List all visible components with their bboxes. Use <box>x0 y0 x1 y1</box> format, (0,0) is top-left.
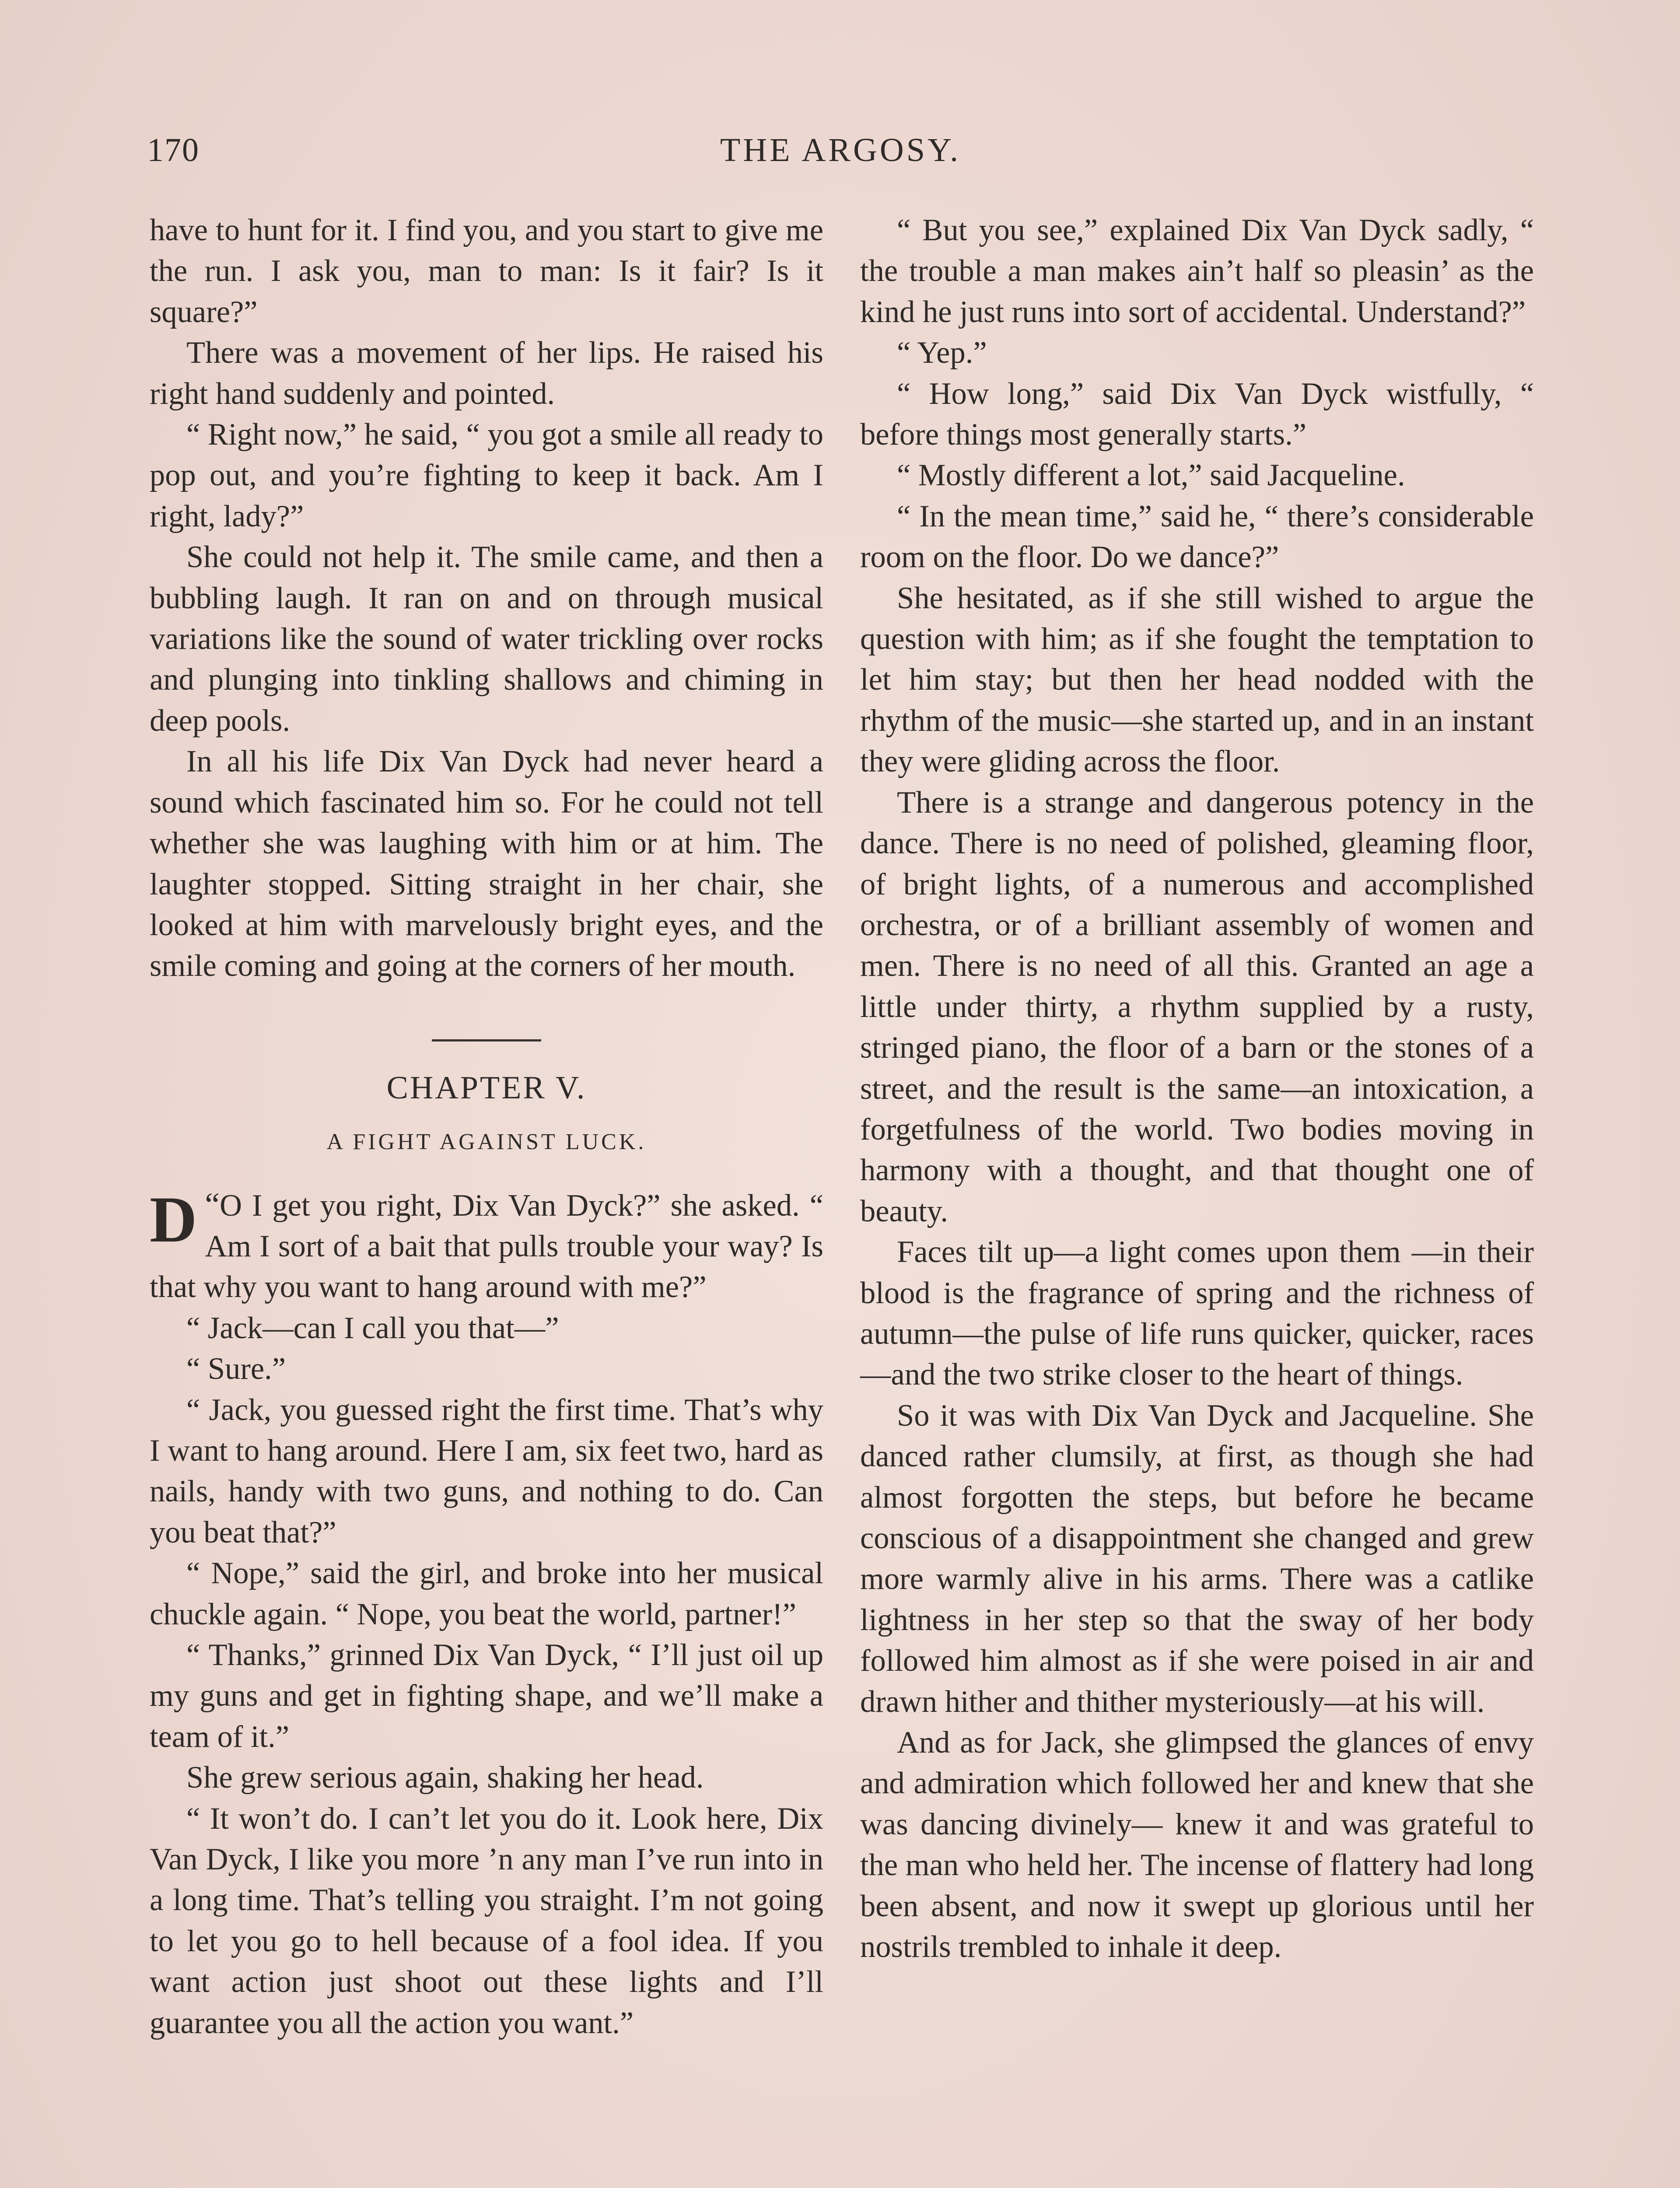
paragraph: Faces tilt up—a light comes upon them —in their blood is the fragrance of spring and the richness of autumn—the pulse of life runs quicker, quicker, races—and the two strike closer to the heart of things. <box>860 1235 1534 1392</box>
paragraph: “ It won’t do. I can’t let you do it. Look here, Dix Van Dyck, I like you more ’n any man I’ve run into in a long time. That’s telling you straight. I’m not going to let you go to hell because of a fool idea. If you want action just shoot out these lights and I’ll guarantee you all the action you want.” <box>150 1801 823 2040</box>
paragraph: “ But you see,” explained Dix Van Dyck sadly, “ the trouble a man makes ain’t half so pleasin’ as the kind he just runs into sort of accidental. Understand?” <box>860 213 1534 329</box>
paragraph: She grew serious again, shaking her head. <box>186 1760 704 1795</box>
paragraph: And as for Jack, she glimpsed the glances of envy and admiration which followed her and knew that she was dancing divinely— knew it and was grateful to the man who held her. The incense of flattery had long been absent, and now it swept up glorious until her nostrils trembled to inhale it deep. <box>860 1725 1534 1964</box>
chapter-title: CHAPTER V. <box>386 1069 587 1106</box>
drop-cap: D <box>150 1183 197 1256</box>
paragraph: “ Right now,” he said, “ you got a smile all ready to pop out, and you’re fighting to keep it back. Am I right, lady?” <box>150 417 823 533</box>
page-header <box>147 131 1534 179</box>
page-number: 170 <box>147 132 200 168</box>
chapter-opening-text: O I get you right, Dix Van Dyck?” she asked. “ Am I sort of a bait that pulls trouble your way? Is that why you want to hang around with me?” <box>150 1188 823 1304</box>
paragraph: “ In the mean time,” said he, “ there’s considerable room on the floor. Do we dance?” <box>860 499 1534 575</box>
left-column <box>150 210 823 2044</box>
paragraph: She hesitated, as if she still wished to argue the question with him; as if she fought the temptation to let him stay; but then her head nodded with the rhythm of the music—she started up, and in an instant they were gliding across the floor. <box>860 581 1534 779</box>
paragraph: “ Jack—can I call you that—” <box>186 1311 559 1345</box>
paragraph: “ Thanks,” grinned Dix Van Dyck, “ I’ll just oil up my guns and get in fighting shape, and we’ll make a team of it.” <box>150 1638 823 1754</box>
right-column <box>860 210 1534 1967</box>
paragraph: “ Mostly different a lot,” said Jacqueline. <box>897 458 1405 493</box>
paragraph: “ Yep.” <box>897 336 987 370</box>
opening-quote: “ <box>205 1186 220 1223</box>
section-divider <box>432 1039 541 1041</box>
chapter-subtitle: A FIGHT AGAINST LUCK. <box>326 1129 647 1155</box>
paragraph: “ Jack, you guessed right the first time. That’s why I want to hang around. Here I am, six feet two, hard as nails, handy with two guns, and nothing to do. Can you beat that?” <box>150 1392 823 1550</box>
paragraph: So it was with Dix Van Dyck and Jacqueline. She danced rather clumsily, at first, as though she had almost forgotten the steps, but before he became conscious of a disappointment she changed and grew more warmly alive in his arms. There was a catlike lightness in her step so that the sway of her body followed him almost as if she were poised in air and drawn hither and thither mysteriously—at his will. <box>860 1398 1534 1719</box>
paragraph: “ How long,” said Dix Van Dyck wistfully, “ before things most generally starts.” <box>860 376 1534 452</box>
paragraph: have to hunt for it. I find you, and you start to give me the run. I ask you, man to man: Is it fair? Is it square?” <box>150 213 823 329</box>
paragraph: She could not help it. The smile came, and then a bubbling laugh. It ran on and on through musical variations like the sound of water trickling over rocks and plunging into tinkling shallows and chiming in deep pools. <box>150 540 823 738</box>
paragraph: “ Nope,” said the girl, and broke into her musical chuckle again. “ Nope, you beat the world, partner!” <box>150 1556 823 1631</box>
paragraph: There was a movement of her lips. He raised his right hand suddenly and pointed. <box>150 336 823 411</box>
chapter-opening-paragraph <box>150 1185 823 1308</box>
paragraph: “ Sure.” <box>186 1352 286 1386</box>
paragraph: In all his life Dix Van Dyck had never heard a sound which fascinated him so. For he could not tell whether she was laughing with him or at him. The laughter stopped. Sitting straight in her chair, she looked at him with marvelously bright eyes, and the smile coming and going at the corners of her mouth. <box>150 744 823 983</box>
paragraph: There is a strange and dangerous potency in the dance. There is no need of polished, gleaming floor, of bright lights, of a numerous and accomplished orchestra, or of a brilliant assembly of women and men. There is no need of all this. Granted an age a little under thirty, a rhythm supplied by a rusty, stringed piano, the floor of a barn or the stones of a street, and the result is the same—an intoxication, a forgetfulness of the world. Two bodies moving in harmony with a thought, and that thought one of beauty. <box>860 785 1534 1228</box>
running-title: THE ARGOSY. <box>720 132 961 168</box>
